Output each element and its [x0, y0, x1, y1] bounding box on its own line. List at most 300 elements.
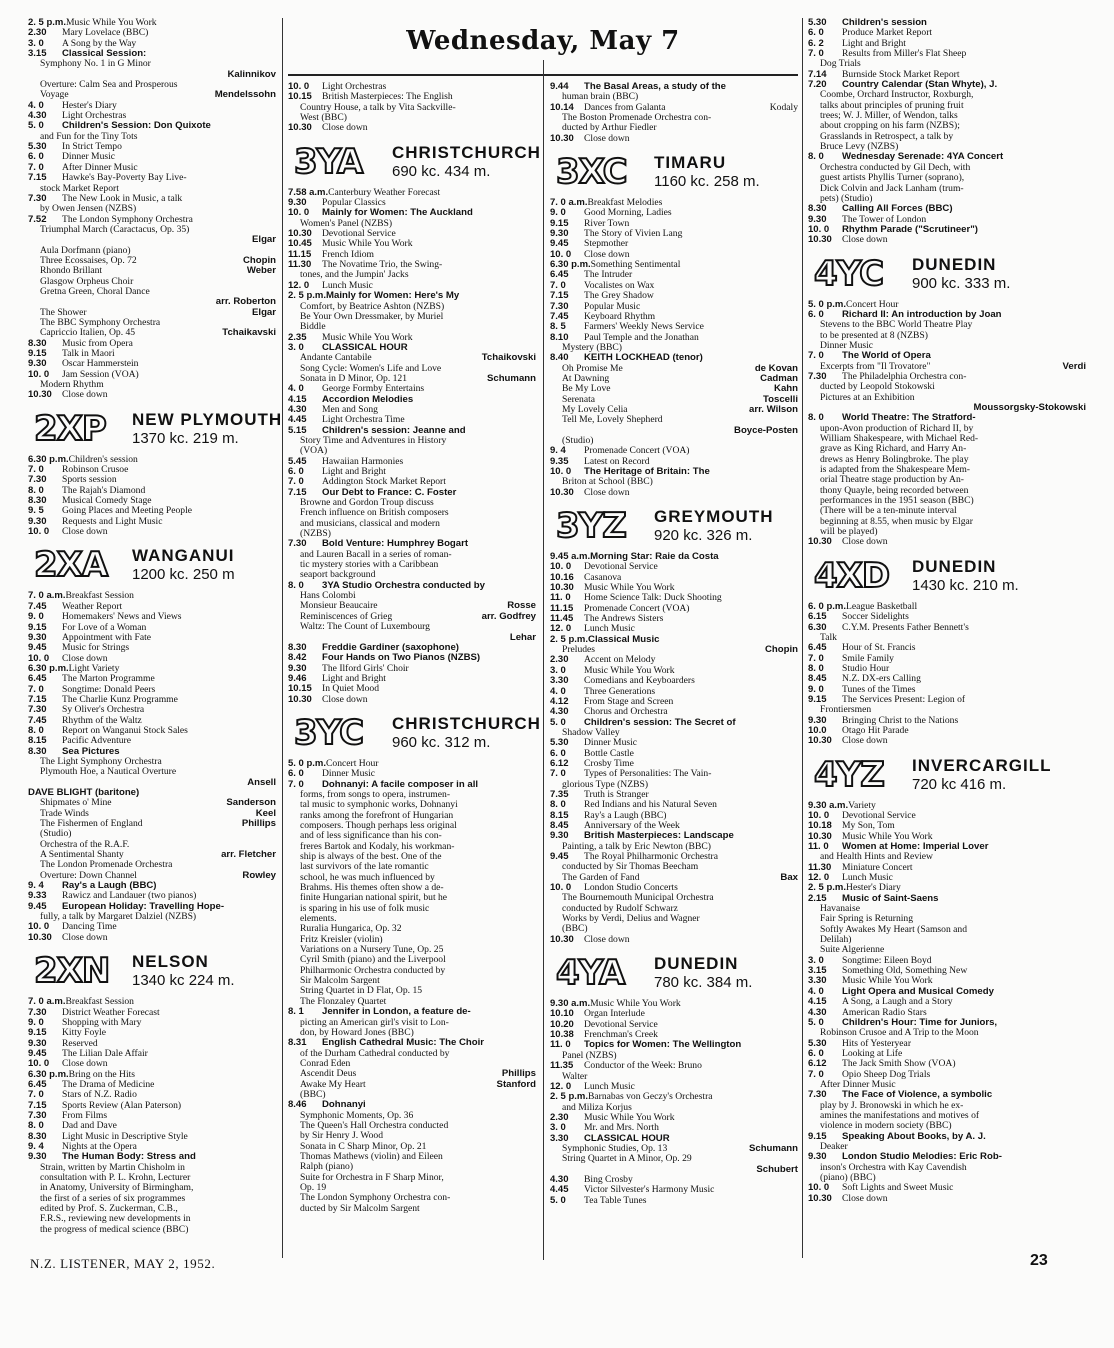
programme-time: 4.30	[288, 404, 307, 415]
detail-text: Walter	[562, 1071, 588, 1082]
detail-text: and Health Hints and Review	[820, 852, 933, 863]
programme-time: 9.45	[28, 901, 47, 912]
programme-entry	[808, 1059, 1086, 1069]
composer-name: Lehar	[509, 632, 536, 643]
programme-detail	[28, 829, 276, 839]
programme-entry	[28, 111, 276, 121]
detail-text: Panel (NZBS)	[562, 1050, 617, 1061]
programme-detail	[28, 70, 276, 80]
programme-detail	[808, 1111, 1086, 1121]
programme-time: 9.30	[28, 1152, 47, 1163]
programme-title: The Ilford Girls' Choir	[322, 663, 409, 674]
programme-detail	[288, 633, 536, 643]
composer-name: Sanderson	[226, 798, 276, 809]
programme-title: 3YA Studio Orchestra conducted by	[322, 580, 485, 591]
programme-title: Lunch Music	[322, 280, 373, 291]
programme-detail	[28, 184, 276, 194]
programme-entry	[28, 121, 276, 131]
programme-detail	[28, 809, 276, 819]
detail-text: ducted by Leopold Stokowski	[820, 382, 935, 393]
programme-detail	[28, 132, 276, 142]
detail-text: human brain (BBC)	[562, 92, 639, 103]
detail-text: String Quartet in D Flat, Op. 15	[300, 986, 423, 997]
programme-time: 4. 0	[288, 384, 304, 395]
programme-entry	[28, 506, 276, 516]
detail-text: (NZBS)	[300, 529, 331, 540]
programme-time: 8.45	[808, 674, 827, 685]
programme-entry	[288, 229, 536, 239]
programme-title: Popular Music	[584, 301, 641, 312]
programme-title: Wednesday Serenade: 4YA Concert	[842, 152, 1004, 163]
programme-time: 9.45 a.m.	[550, 552, 591, 563]
programme-time: 10. 0	[288, 82, 310, 92]
programme-detail	[808, 475, 1086, 485]
programme-detail	[550, 780, 798, 790]
programme-entry	[288, 664, 536, 674]
programme-entry	[808, 883, 1086, 893]
programme-title: Hour of St. Francis	[842, 643, 916, 654]
programme-detail	[288, 1018, 536, 1028]
station-name: DUNEDIN	[912, 254, 997, 274]
programme-title: From Stage and Screen	[584, 696, 674, 707]
programme-entry	[28, 1111, 276, 1121]
programme-entry	[28, 997, 276, 1007]
programme-time: 5.30	[550, 738, 569, 749]
programme-time: 7. 0	[550, 280, 566, 291]
detail-text: Be My Love	[562, 384, 611, 395]
detail-text: last survivors of the late romantic	[300, 862, 429, 873]
programme-detail	[288, 1152, 536, 1162]
programme-detail	[288, 436, 536, 446]
programme-title: Women at Home: Imperial Lover	[842, 842, 989, 852]
programme-detail	[808, 496, 1086, 506]
programme-detail	[288, 976, 536, 986]
programme-entry	[808, 235, 1086, 245]
programme-detail	[808, 1173, 1086, 1183]
programme-detail	[550, 728, 798, 738]
programme-entry	[28, 359, 276, 369]
detail-text: don, by Howard Jones (BBC)	[300, 1027, 414, 1038]
programme-title: Soccer Sidelights	[842, 612, 909, 623]
programme-title: Close down	[584, 249, 630, 260]
composer-name: arr. Godfrey	[481, 611, 536, 622]
programme-title: Breakfast Melodies	[587, 198, 663, 209]
programme-time: 10.30	[808, 831, 832, 842]
detail-text: String Quartet in A Minor, Op. 29	[562, 1154, 692, 1165]
programme-detail	[808, 444, 1086, 454]
programme-title: The Grey Shadow	[584, 291, 654, 302]
programme-detail	[550, 1144, 798, 1154]
programme-detail	[28, 757, 276, 767]
station-name: CHRISTCHURCH	[392, 142, 541, 162]
programme-time: 3.15	[808, 966, 827, 977]
programme-title: Close down	[62, 932, 108, 943]
programme-detail	[28, 871, 276, 881]
programme-title: Dinner Music	[322, 769, 376, 780]
programme-title: Conductor of the Week: Bruno	[584, 1061, 702, 1072]
programme-time: 11. 0	[808, 842, 829, 852]
station-name: CHRISTCHURCH	[392, 713, 541, 733]
programme-title: Home Science Talk: Duck Shooting	[584, 593, 722, 604]
programme-time: 8.46	[288, 1100, 307, 1111]
programme-detail	[288, 790, 536, 800]
programme-time: 10.15	[288, 92, 312, 103]
composer-name: arr. Fletcher	[221, 850, 276, 861]
programme-detail	[288, 601, 536, 611]
programme-time: 6. 0	[808, 309, 824, 320]
detail-text: (BBC)	[300, 1089, 326, 1100]
programme-time: 8. 0	[28, 725, 44, 736]
programme-time: 8.31	[288, 1038, 307, 1049]
programme-entry	[550, 999, 798, 1009]
programme-detail	[288, 1173, 536, 1183]
programme-title: Dancing Time	[62, 922, 117, 933]
programme-time: 10. 0	[808, 1183, 830, 1194]
programme-entry	[288, 488, 536, 498]
programme-time: 10.30	[808, 736, 832, 747]
programme-time: 6.30 p.m.	[28, 663, 69, 674]
programme-entry	[28, 527, 276, 537]
programme-entry	[28, 891, 276, 901]
programme-time: 5. 0	[550, 1195, 566, 1206]
programme-title: Ray's a Laugh (BBC)	[584, 810, 667, 821]
programme-entry	[550, 239, 798, 249]
detail-text: Country House, a talk by Vita Sackville-	[300, 102, 456, 113]
programme-time: 7.45	[28, 601, 47, 612]
programme-entry	[288, 92, 536, 102]
programme-title: Children's Hour: Time for Juniors,	[842, 1017, 998, 1028]
programme-detail	[808, 465, 1086, 475]
programme-title: Studio Hour	[842, 663, 890, 674]
programme-entry	[28, 1152, 276, 1162]
programme-entry	[808, 801, 1086, 811]
station-name: GREYMOUTH	[654, 507, 774, 527]
programme-detail	[288, 302, 536, 312]
programme-detail	[550, 1051, 798, 1061]
programme-time: 7.15	[28, 694, 47, 705]
programme-entry	[288, 291, 536, 301]
composer-name: Ansell	[247, 777, 276, 788]
programme-entry	[288, 684, 536, 694]
programme-detail	[808, 424, 1086, 434]
programme-title: Results from Miller's Flat Sheep	[842, 49, 967, 60]
page-title: Wednesday, May 7	[406, 26, 680, 56]
programme-time: 8.30	[28, 1131, 47, 1142]
programme-detail	[288, 904, 536, 914]
programme-title: Music While You Work	[322, 332, 413, 343]
programme-time: 7. 0	[28, 465, 44, 476]
programme-entry	[808, 225, 1086, 235]
detail-text: inson's Orchestra with Kay Cavendish	[820, 1162, 967, 1173]
programme-time: 9.30	[28, 516, 47, 527]
programme-entry	[28, 1039, 276, 1049]
composer-name: arr. Wilson	[749, 404, 798, 415]
detail-text: Modern Rhythm	[40, 380, 104, 391]
programme-detail	[288, 1183, 536, 1193]
programme-time: 5. 0	[28, 121, 44, 132]
programme-entry	[28, 1090, 276, 1100]
programme-time: 7. 0	[808, 351, 824, 362]
programme-time: 10.20	[550, 1019, 574, 1030]
programme-time: 2. 5 p.m.	[550, 634, 589, 645]
detail-text: (piano) (BBC)	[820, 1173, 876, 1183]
programme-detail	[288, 312, 536, 322]
programme-title: CLASSICAL HOUR	[322, 342, 408, 353]
detail-text: Frontiersmen	[820, 705, 872, 716]
detail-text: guest artists Phyllis Turner (soprano),	[820, 173, 965, 184]
programme-time: 7. 0	[28, 684, 44, 695]
programme-time: 9.30 a.m.	[808, 800, 849, 811]
programme-detail	[550, 374, 798, 384]
programme-title: Bold Venture: Humphrey Bogart	[322, 539, 469, 550]
programme-entry	[288, 426, 536, 436]
detail-text: The Garden of Fand	[562, 872, 640, 883]
programme-detail	[28, 840, 276, 850]
programme-time: 3. 0	[288, 342, 304, 353]
programme-entry	[288, 188, 536, 198]
programme-detail	[288, 519, 536, 529]
station-header	[550, 506, 798, 546]
programme-detail	[550, 1154, 798, 1164]
programme-detail	[550, 645, 798, 655]
programme-title: Going Places and Meeting People	[62, 506, 193, 517]
programme-time: 9.15	[28, 1028, 47, 1039]
programme-title: CLASSICAL HOUR	[584, 1133, 670, 1144]
programme-detail	[288, 935, 536, 945]
composer-name: Kodaly	[769, 102, 798, 113]
programme-title: The Tower of London	[842, 214, 927, 225]
programme-detail	[288, 1193, 536, 1203]
programme-entry	[550, 718, 798, 728]
programme-title: Farmers' Weekly News Service	[584, 322, 704, 333]
detail-text	[820, 403, 970, 413]
programme-title: Close down	[842, 1193, 888, 1204]
programme-detail	[288, 1049, 536, 1059]
detail-text: Trade Winds	[40, 808, 89, 819]
programme-time: 9.35	[550, 456, 569, 467]
programme-entry	[808, 726, 1086, 736]
programme-time: 2.30	[550, 1112, 569, 1123]
programme-entry	[550, 738, 798, 748]
programme-entry	[288, 281, 536, 291]
detail-text: tic mystery stories with a Caribbean	[300, 560, 439, 571]
detail-text	[562, 426, 730, 436]
programme-time: 8. 0	[28, 1121, 44, 1132]
programme-title: Music While You Work	[584, 1112, 675, 1123]
programme-detail	[288, 270, 536, 280]
programme-title: In Strict Tempo	[62, 142, 122, 153]
programme-title: Songtime: Eileen Boyd	[842, 955, 932, 966]
detail-text: beginning at 8.55, when music by Elgar	[820, 516, 973, 527]
programme-entry	[28, 475, 276, 485]
detail-text	[40, 297, 212, 307]
detail-text: The Boston Promenade Orchestra con-	[562, 113, 712, 124]
programme-title: The World of Opera	[842, 351, 931, 362]
programme-title: The Human Body: Stress and	[62, 1152, 196, 1163]
programme-title: Miniature Concert	[842, 862, 913, 873]
programme-title: The Charlie Kunz Programme	[62, 694, 178, 705]
programme-entry	[28, 194, 276, 204]
programme-time: 5.30	[808, 18, 827, 28]
composer-name: Schumann	[748, 1143, 798, 1154]
programme-time: 9.30	[808, 214, 827, 225]
composer-name: Kahn	[774, 384, 798, 395]
programme-entry	[550, 322, 798, 332]
detail-text: West (BBC)	[300, 113, 347, 124]
programme-time: 7.30	[28, 705, 47, 716]
programme-detail	[808, 1028, 1086, 1038]
programme-time: 7. 0	[808, 49, 824, 60]
programme-detail	[28, 778, 276, 788]
programme-entry	[28, 163, 276, 173]
station-frequency: 920 kc. 326 m.	[654, 527, 753, 545]
programme-title: Rawicz and Landauer (two pianos)	[62, 891, 197, 902]
programme-detail	[28, 287, 276, 297]
listing-column-1	[28, 18, 283, 1235]
programme-time: 6.45	[550, 270, 569, 281]
programme-time: 5.30	[28, 142, 47, 153]
programme-title: Report on Wanganui Stock Sales	[62, 725, 188, 736]
detail-text	[40, 778, 243, 788]
programme-detail	[288, 1028, 536, 1038]
detail-text: (There will be a ten-minute interval	[820, 506, 957, 517]
detail-text: Bruce Levy (NZBS)	[820, 142, 899, 153]
programme-time: 8.30	[28, 338, 47, 349]
programme-entry	[288, 457, 536, 467]
programme-title: London Studio Concerts	[584, 883, 678, 894]
programme-title: American Radio Stars	[842, 1007, 927, 1018]
programme-time: 9.30	[28, 1038, 47, 1049]
detail-text: Philharmonic Orchestra conducted by	[300, 965, 446, 976]
programme-time: 9.30 a.m.	[550, 999, 591, 1010]
detail-text: Overture: Calm Sea and Prosperous	[40, 80, 178, 91]
programme-title: Barnabas von Geczy's Orchestra	[588, 1092, 713, 1103]
programme-entry	[550, 749, 798, 759]
programme-title: Bringing Christ to the Nations	[842, 715, 959, 726]
detail-text: The Bournemouth Municipal Orchestra	[562, 893, 714, 904]
programme-entry	[28, 28, 276, 38]
programme-entry	[28, 1132, 276, 1142]
programme-title: Kitty Foyle	[62, 1028, 106, 1039]
programme-time: 12. 0	[288, 280, 310, 291]
detail-text: After Dinner Music	[820, 1079, 896, 1090]
programme-entry	[288, 643, 536, 653]
programme-detail	[288, 924, 536, 934]
detail-text: F.R.S., reviewing new developments in	[40, 1214, 191, 1225]
detail-text: Shipmates o' Mine	[40, 798, 112, 809]
programme-title: Lunch Music	[584, 624, 635, 635]
programme-detail	[288, 353, 536, 363]
programme-title: London Studio Melodies: Eric Rob-	[842, 1152, 1002, 1163]
programme-title: Mainly for Women: Here's My	[326, 291, 460, 302]
programme-time: 9. 0	[28, 1017, 44, 1028]
programme-title: A Song, a Laugh and a Story	[842, 997, 953, 1008]
programme-detail	[28, 204, 276, 214]
programme-title: Produce Market Report	[842, 28, 933, 39]
programme-title: Close down	[62, 653, 108, 664]
programme-title: Oscar Hammerstein	[62, 359, 139, 370]
programme-title: Smile Family	[842, 653, 894, 664]
programme-detail	[288, 1162, 536, 1172]
detail-text: At Dawning	[562, 373, 610, 384]
programme-time: 7.35	[550, 789, 569, 800]
programme-detail	[808, 184, 1086, 194]
detail-text: Orchestra conducted by Gil Dech, with	[820, 162, 971, 173]
programme-entry	[808, 623, 1086, 633]
programme-detail	[550, 893, 798, 903]
programme-entry	[288, 1038, 536, 1048]
station-header	[808, 254, 1086, 294]
programme-time: 2. 5 p.m.	[550, 1092, 589, 1103]
programme-entry	[288, 769, 536, 779]
detail-text: Overture: Down Channel	[40, 870, 137, 881]
programme-title: Weather Report	[62, 601, 123, 612]
station-header	[550, 152, 798, 192]
programme-detail	[550, 364, 798, 374]
detail-text: school, he was much influenced by	[300, 872, 435, 883]
programme-time: 2. 5 p.m.	[808, 883, 847, 894]
programme-entry	[808, 643, 1086, 653]
composer-name: Chopin	[764, 645, 798, 656]
programme-detail	[28, 380, 276, 390]
detail-text: conducted by Sir Thomas Beecham	[562, 862, 699, 873]
detail-text: Shadow Valley	[562, 727, 620, 738]
programme-time: 9.45	[28, 1048, 47, 1059]
composer-name: Cadman	[760, 373, 798, 384]
programme-entry	[288, 581, 536, 591]
programme-title: Four Hands on Two Pianos (NZBS)	[322, 653, 481, 664]
programme-title: Opio Sheep Dog Trials	[842, 1069, 931, 1080]
programme-entry	[28, 1049, 276, 1059]
detail-text: Dick Colvin and Jack Lanham (trum-	[820, 183, 964, 194]
programme-title: British Masterpieces: The English	[322, 92, 453, 103]
programme-time: 11.15	[550, 603, 574, 614]
programme-detail	[28, 235, 276, 245]
programme-entry	[28, 1028, 276, 1038]
programme-entry	[288, 1100, 536, 1110]
detail-text: thony Quayle, being recorded between	[820, 485, 969, 496]
detail-text: Strain, written by Martin Chisholm in	[40, 1162, 185, 1173]
programme-detail	[550, 436, 798, 446]
detail-text: Havanaise	[820, 904, 860, 915]
programme-title: Chorus and Orchestra	[584, 707, 668, 718]
publication-footer: N.Z. LISTENER, MAY 2, 1952.	[30, 1256, 216, 1271]
programme-time: 4.30	[550, 1174, 569, 1185]
programme-entry	[550, 1020, 798, 1030]
detail-text: Pictures at an Exhibition	[820, 392, 915, 403]
programme-detail	[288, 1131, 536, 1141]
detail-text: Talk	[820, 632, 837, 643]
programme-heading	[28, 788, 276, 798]
programme-detail	[28, 246, 276, 256]
programme-entry	[808, 39, 1086, 49]
programme-time: 5.45	[288, 456, 307, 467]
programme-entry	[550, 488, 798, 498]
programme-title: Close down	[842, 235, 888, 246]
programme-entry	[808, 654, 1086, 664]
programme-detail	[288, 1204, 536, 1214]
programme-entry	[808, 612, 1086, 622]
programme-time: 7.30	[550, 301, 569, 312]
station-call-sign: 4YC	[814, 253, 884, 294]
programme-detail	[28, 318, 276, 328]
programme-entry	[28, 654, 276, 664]
programme-entry	[28, 674, 276, 684]
programme-time: 10.16	[550, 572, 574, 583]
programme-entry	[28, 465, 276, 475]
programme-time: 6.30	[808, 622, 827, 633]
programme-title: Bring on the Hits	[68, 1069, 136, 1080]
